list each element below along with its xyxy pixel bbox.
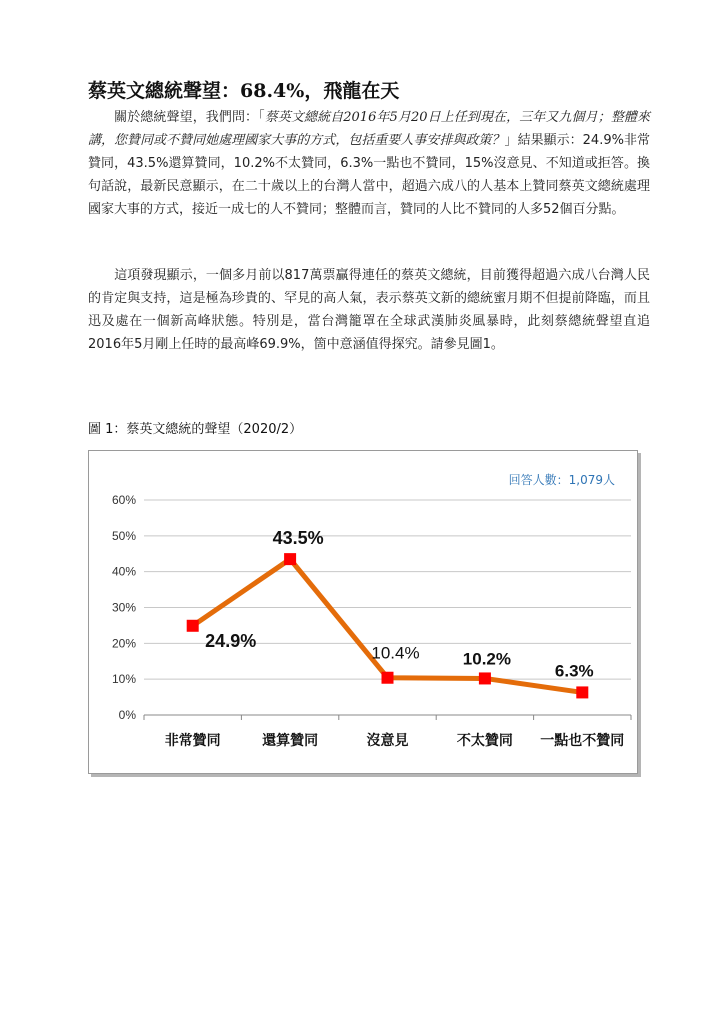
paragraph-result: 」結果顯示：24.9%非常贊同，43.5%還算贊同，10.2%不太贊同，6.3%一點也不贊同，15%沒意見、不知道或拒答。換句話說，最新民意顯示，在二十歲以上的台灣人當中，超過六成八的人基本上贊同蔡英文總統處理國家大事的方式，接近一成七的人不贊同；整體而言，贊同的人比不贊同的人多52個百分點。 [88, 133, 650, 217]
data-label: 10.4% [371, 643, 420, 663]
respondent-count: 回答人數：1,079人 [508, 473, 615, 487]
y-tick-label: 0% [118, 708, 136, 722]
page-title: 蔡英文總統聲望：68.4%，飛龍在天 [88, 80, 400, 102]
y-tick-label: 40% [111, 564, 136, 579]
data-label: 6.3% [554, 661, 594, 681]
paragraph-analysis: 這項發現顯示，一個多月前以817萬票贏得連任的蔡英文總統，目前獲得超過六成八台灣人民的肯定與支持，這是極為珍貴的、罕見的高人氣，表示蔡英文新的總統蜜月期不但提前降臨，而且迅及處在一個新高峰狀態。特別是，當台灣籠罩在全球武漢肺炎風暴時，此刻蔡總統聲望直追2016年5月剛上任時的最高峰69.9%，箇中意涵值得探究。請參見圖1。 [88, 268, 650, 352]
paragraph-approval-question [88, 106, 650, 221]
y-tick-label: 30% [111, 600, 136, 615]
approval-chart [88, 450, 638, 774]
y-tick-label: 20% [111, 636, 136, 651]
approval-line-chart [89, 451, 637, 773]
x-category-label: 不太贊同 [456, 733, 513, 749]
x-category-label: 非常贊同 [164, 733, 221, 749]
data-point [382, 672, 394, 684]
y-tick-label: 60% [111, 493, 136, 507]
data-point [576, 686, 588, 698]
y-tick-label: 50% [111, 528, 136, 543]
x-category-label: 還算贊同 [262, 733, 319, 749]
data-point [187, 620, 199, 632]
x-category-label: 沒意見 [366, 733, 409, 749]
data-point [479, 672, 491, 684]
figure-caption: 圖 1：蔡英文總統的聲望（2020/2） [88, 422, 303, 437]
survey-question-quote: 蔡英文總統自2016年5月20日上任到現在，三年又九個月；整體來講，您贊同或不贊同她處理國家大事的方式，包括重要人事安排與政策？ [88, 110, 650, 148]
paragraph-lead: 關於總統聲望，我們問：「 [88, 110, 265, 125]
data-label: 43.5% [272, 528, 324, 549]
data-label: 10.2% [462, 649, 512, 669]
x-category-label: 一點也不贊同 [540, 733, 625, 749]
data-point [284, 553, 296, 565]
data-label: 24.9% [205, 630, 257, 651]
y-tick-label: 10% [111, 672, 136, 687]
